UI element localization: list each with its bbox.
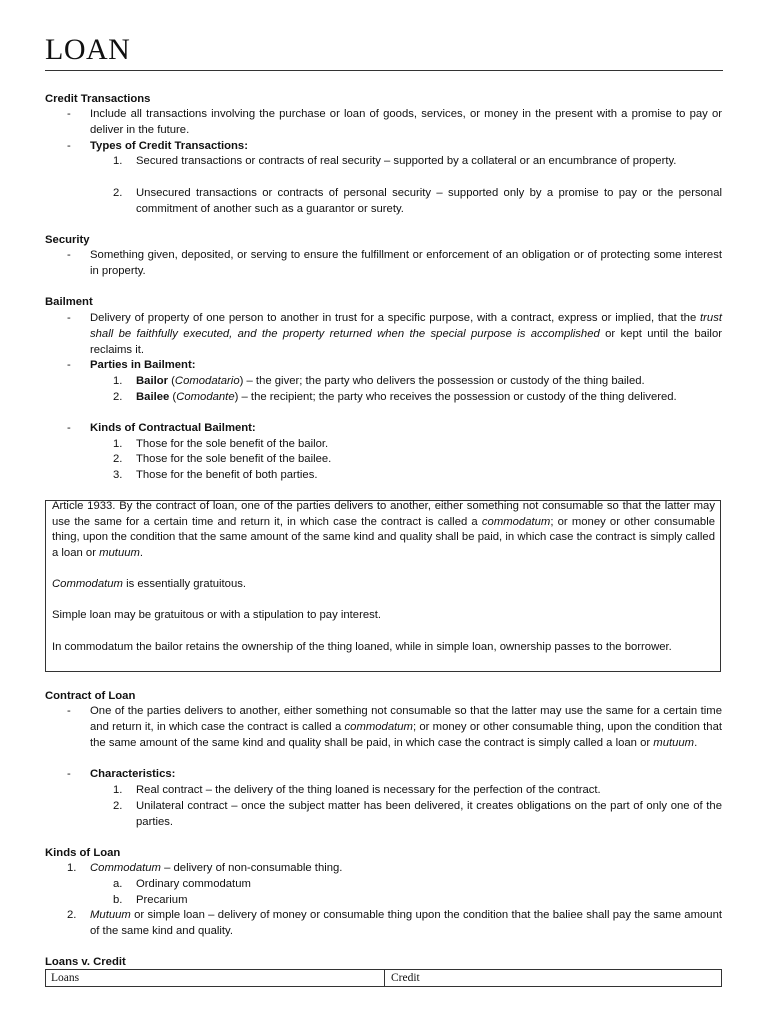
contract-text: ; or money or other consumable thing, upon the condition that the same amount of the same kind and quality shall be paid, in which case the contract is simply called a loan or [90, 721, 722, 749]
article-paragraph: In commodatum the bailor retains the ownership of the thing loaned, while in simple loan, ownership passes to the borrower. [52, 641, 672, 653]
bailment-definition [90, 310, 722, 358]
credit-types-label: Types of Credit Transactions: [90, 140, 248, 152]
loans-credit-table [45, 969, 722, 987]
bailor-spanish: Comodatario [174, 375, 240, 387]
list-letter: a. [113, 878, 123, 890]
security-heading: Security [45, 234, 90, 246]
bailment-kinds-label: Kinds of Contractual Bailment: [90, 422, 256, 434]
bailment-kind-item: Those for the sole benefit of the bailee. [136, 453, 332, 465]
bailment-def-part: or kept until the bailor reclaims it. [90, 328, 722, 356]
bullet-dash: - [67, 768, 71, 780]
article-paragraph [52, 499, 715, 561]
paren: ) [239, 375, 244, 387]
list-number: 2. [113, 453, 123, 465]
paren: ) [234, 391, 239, 403]
bullet-dash: - [67, 312, 71, 324]
title-rule [45, 70, 723, 71]
contract-text: One of the parties delivers to another, either something not consumable so that the latter may use the same for a certain time and return it, in which case the contract is called a [90, 705, 722, 733]
bailor-desc: – the giver; the party who delivers the possession or custody of the thing bailed. [243, 375, 645, 387]
kind-mutuum [90, 907, 722, 939]
kind-text: or simple loan – delivery of money or consumable thing upon the condition that the baliee shall pay the same amount of the same kind and quality. [90, 909, 722, 937]
credit-type-item: Unsecured transactions or contracts of personal security – supported only by a promise to pay or the personal commitment of another such as a guarantor or surety. [136, 187, 722, 215]
article-text: Article 1933. By the contract of loan, one of the parties delivers to another, either something not consumable so that the latter may use the same for a certain time and return it, in which case the contract is called a [52, 500, 715, 528]
bailee-spanish: Comodante [176, 391, 235, 403]
list-number: 2. [113, 391, 123, 403]
contract-char-item: Real contract – the delivery of the thing loaned is necessary for the perfection of the contract. [136, 784, 601, 796]
bailment-def-part: Delivery of property of one person to another in trust for a specific purpose, with a contract, express or implied, that the [90, 312, 701, 324]
article-term: Commodatum [52, 578, 123, 590]
paren: ( [169, 391, 177, 403]
kind-term: Commodatum [90, 862, 161, 874]
bailment-parties-label: Parties in Bailment: [90, 359, 196, 371]
bailee-desc: – the recipient; the party who receives the possession or custody of the thing delivered. [238, 391, 677, 403]
bailment-def-italic: trust shall be faithfully executed, and the property returned when the special purpose is accomplished [90, 312, 722, 340]
bailee-term: Bailee [136, 391, 170, 403]
article-paragraph [52, 577, 715, 593]
loans-credit-heading: Loans v. Credit [45, 956, 126, 968]
bailment-kind-item: Those for the sole benefit of the bailor. [136, 438, 329, 450]
bullet-dash: - [67, 249, 71, 261]
bailment-kind-item: Those for the benefit of both parties. [136, 469, 318, 481]
list-number: 1. [113, 438, 123, 450]
contract-text: . [694, 737, 698, 749]
list-number: 1. [113, 155, 123, 167]
article-text: . [139, 546, 144, 559]
list-number: 2. [113, 800, 123, 812]
kind-subitem: Precarium [136, 894, 188, 906]
table-header-loans: Loans [46, 970, 385, 986]
kind-term: Mutuum [90, 909, 131, 921]
kinds-heading: Kinds of Loan [45, 847, 121, 859]
security-definition: Something given, deposited, or serving to ensure the fulfillment or enforcement of an obligation or of protecting some interest in property. [90, 249, 722, 277]
page-title: LOAN [45, 33, 131, 66]
list-number: 1. [113, 784, 123, 796]
article-term: commodatum [481, 515, 551, 528]
contract-term: commodatum [344, 721, 413, 733]
contract-char-item: Unilateral contract – once the subject matter has been delivered, it creates obligations on the part of only one of the parties. [136, 800, 722, 828]
article-text: is essentially gratuitous. [122, 578, 247, 590]
contract-definition [90, 703, 722, 751]
bailment-heading: Bailment [45, 296, 93, 308]
bullet-dash: - [67, 359, 71, 371]
kind-subitem: Ordinary commodatum [136, 878, 251, 890]
list-number: 2. [67, 909, 77, 921]
article-term: mutuum [99, 546, 140, 559]
contract-term: mutuum [653, 737, 695, 749]
bailee-item [136, 389, 722, 405]
bullet-dash: - [67, 705, 71, 717]
contract-heading: Contract of Loan [45, 690, 136, 702]
bullet-dash: - [67, 422, 71, 434]
list-number: 1. [113, 375, 123, 387]
kind-commodatum [90, 860, 722, 876]
credit-heading: Credit Transactions [45, 93, 151, 105]
bailor-item [136, 373, 722, 389]
credit-type-item: Secured transactions or contracts of real security – supported by a collateral or an encumbrance of property. [136, 155, 677, 167]
contract-char-label: Characteristics: [90, 768, 176, 780]
list-number: 3. [113, 469, 123, 481]
paren: ( [168, 375, 175, 387]
bullet-dash: - [67, 108, 71, 120]
list-letter: b. [113, 894, 123, 906]
kind-text: – delivery of non-consumable thing. [160, 862, 343, 874]
credit-definition: Include all transactions involving the purchase or loan of goods, services, or money in the present with a promise to pay or deliver in the future. [90, 108, 722, 136]
list-number: 1. [67, 862, 77, 874]
bullet-dash: - [67, 140, 71, 152]
article-text: ; or money or other consumable thing, upon the condition that the same amount of the same kind and quality shall be paid, in which case the contract is simply called a loan or [52, 515, 715, 559]
list-number: 2. [113, 187, 123, 199]
article-paragraph: Simple loan may be gratuitous or with a stipulation to pay interest. [52, 609, 382, 621]
table-header-credit: Credit [391, 972, 420, 984]
bailor-term: Bailor [136, 375, 169, 387]
